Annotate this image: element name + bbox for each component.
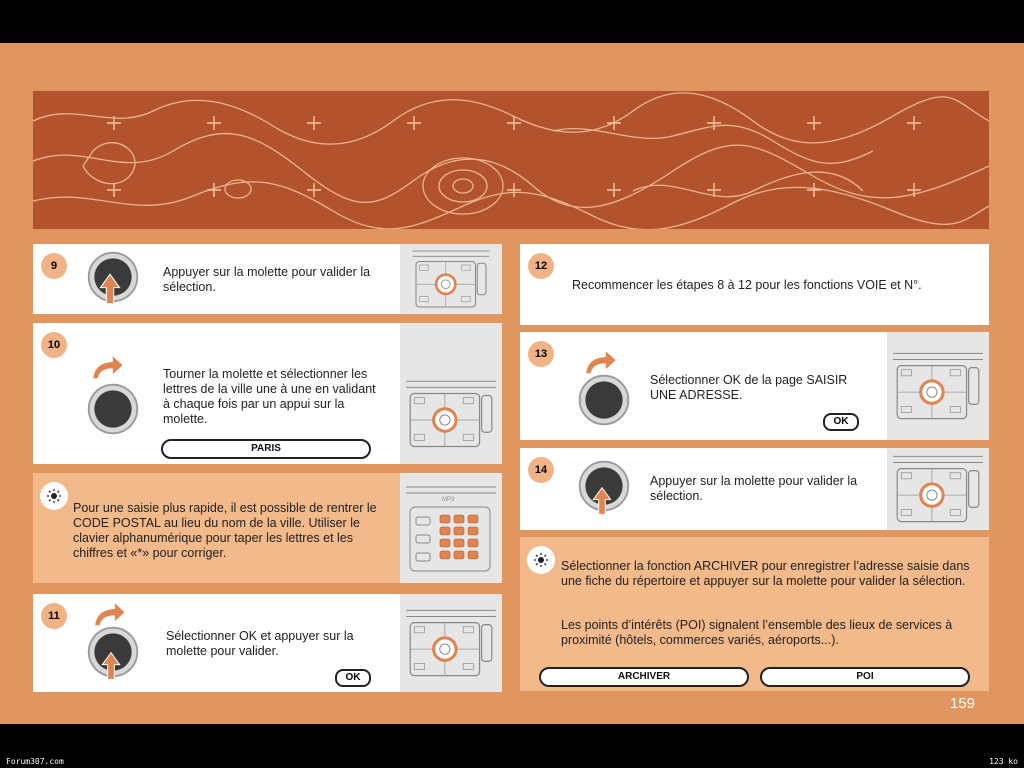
radio-panel-image bbox=[887, 448, 989, 530]
step-instruction: Sélectionner OK et appuyer sur la molette pour valider. bbox=[166, 629, 354, 658]
radio-panel-image bbox=[400, 594, 502, 692]
step-instruction: Appuyer sur la molette pour valider la sélection. bbox=[650, 474, 858, 503]
archiver-button[interactable]: ARCHIVER bbox=[539, 667, 749, 687]
step-number: 14 bbox=[528, 457, 554, 483]
tip-text: Pour une saisie plus rapide, il est possible de rentrer le CODE POSTAL au lieu du nom de la ville. Utiliser le clavier alphanumérique pour taper les lettres et les chiffres et «*» pour corriger. bbox=[73, 501, 377, 560]
step-instruction: Sélectionner OK de la page SAISIR UNE ADRESSE. bbox=[650, 373, 848, 402]
paris-button[interactable]: PARIS bbox=[161, 439, 371, 459]
step-instruction: Recommencer les étapes 8 à 12 pour les fonctions VOIE et N°. bbox=[572, 278, 922, 292]
tip-text: Sélectionner la fonction ARCHIVER pour enregistrer l’adresse saisie dans une fiche du répertoire et appuyer sur la molette pour valider la sélection. bbox=[561, 559, 970, 588]
step-14-card bbox=[520, 448, 989, 530]
step-instruction: Appuyer sur la molette pour valider la sélection. bbox=[163, 265, 371, 294]
lightbulb-icon bbox=[527, 546, 555, 574]
lightbulb-icon bbox=[40, 482, 68, 510]
step-11-card bbox=[33, 594, 502, 692]
footer-size: 123 ko bbox=[989, 757, 1018, 766]
step-10-card bbox=[33, 323, 502, 464]
ok-button[interactable]: OK bbox=[335, 669, 371, 687]
tip-card-archive bbox=[520, 537, 989, 691]
turn-arrow-icon bbox=[89, 353, 125, 381]
mp3-label: MP3 bbox=[442, 497, 455, 503]
tip-card bbox=[33, 473, 502, 583]
press-arrow-icon bbox=[592, 484, 612, 518]
step-number: 13 bbox=[528, 341, 554, 367]
manual-page bbox=[0, 43, 1024, 724]
control-knob-icon bbox=[85, 381, 141, 437]
step-number: 12 bbox=[528, 253, 554, 279]
radio-panel-image bbox=[400, 323, 502, 464]
footer-source: Forum307.com bbox=[6, 757, 64, 766]
step-instruction: Tourner la molette et sélectionner les lettres de la ville une à une en validant à chaque fois par un appui sur la molette. bbox=[163, 367, 376, 426]
step-12-card bbox=[520, 244, 989, 325]
radio-panel-image bbox=[887, 332, 989, 440]
step-13-card bbox=[520, 332, 989, 440]
control-knob-icon bbox=[576, 372, 632, 428]
step-9-card bbox=[33, 244, 502, 314]
page-number: 159 bbox=[950, 695, 976, 712]
ok-button[interactable]: OK bbox=[823, 413, 859, 431]
tip-text-poi: Les points d’intérêts (POI) signalent l’ensemble des lieux de services à proximité (hôtels, commerces variés, aéroports...). bbox=[561, 618, 953, 647]
poi-button[interactable]: POI bbox=[760, 667, 970, 687]
radio-panel-image bbox=[400, 244, 502, 314]
keypad-panel-image bbox=[400, 473, 502, 583]
topographic-banner bbox=[33, 91, 989, 229]
step-number: 11 bbox=[41, 603, 67, 629]
step-number: 9 bbox=[41, 253, 67, 279]
press-arrow-icon bbox=[99, 272, 121, 306]
press-arrow-icon bbox=[101, 650, 121, 682]
step-number: 10 bbox=[41, 332, 67, 358]
